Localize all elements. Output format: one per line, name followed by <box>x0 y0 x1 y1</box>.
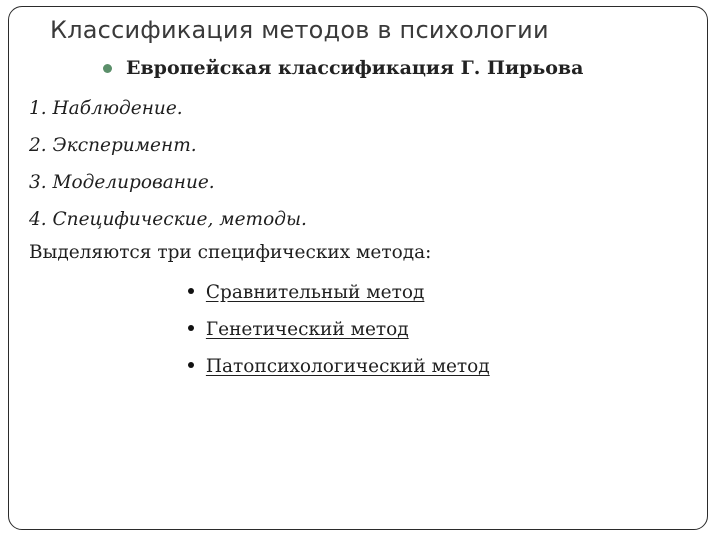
bullet-icon <box>188 325 194 331</box>
bullet-icon <box>188 362 194 368</box>
list-item-modeling: 3. Моделирование. <box>29 172 215 193</box>
list-item-observation: 1. Наблюдение. <box>29 98 183 119</box>
method-item <box>188 315 490 352</box>
subtitle-row <box>103 57 583 79</box>
list-item-specific-methods: 4. Специфические, методы. <box>29 209 307 230</box>
methods-list <box>188 278 490 389</box>
classification-list <box>29 93 307 241</box>
method-item <box>188 352 490 389</box>
list-item-experiment: 2. Эксперимент. <box>29 135 197 156</box>
method-item <box>188 278 490 315</box>
bullet-icon <box>103 64 112 73</box>
method-link-genetic[interactable]: Генетический метод <box>205 319 409 340</box>
bullet-icon <box>188 288 194 294</box>
slide-title: Классификация методов в психологии <box>50 16 549 44</box>
slide-frame <box>8 6 708 530</box>
slide-subtitle: Европейская классификация Г. Пирьова <box>126 57 584 79</box>
method-link-comparative[interactable]: Сравнительный метод <box>205 282 425 303</box>
method-link-pathopsychological[interactable]: Патопсихологический метод <box>205 356 490 377</box>
lead-text: Выделяются три специфических метода: <box>29 242 432 263</box>
